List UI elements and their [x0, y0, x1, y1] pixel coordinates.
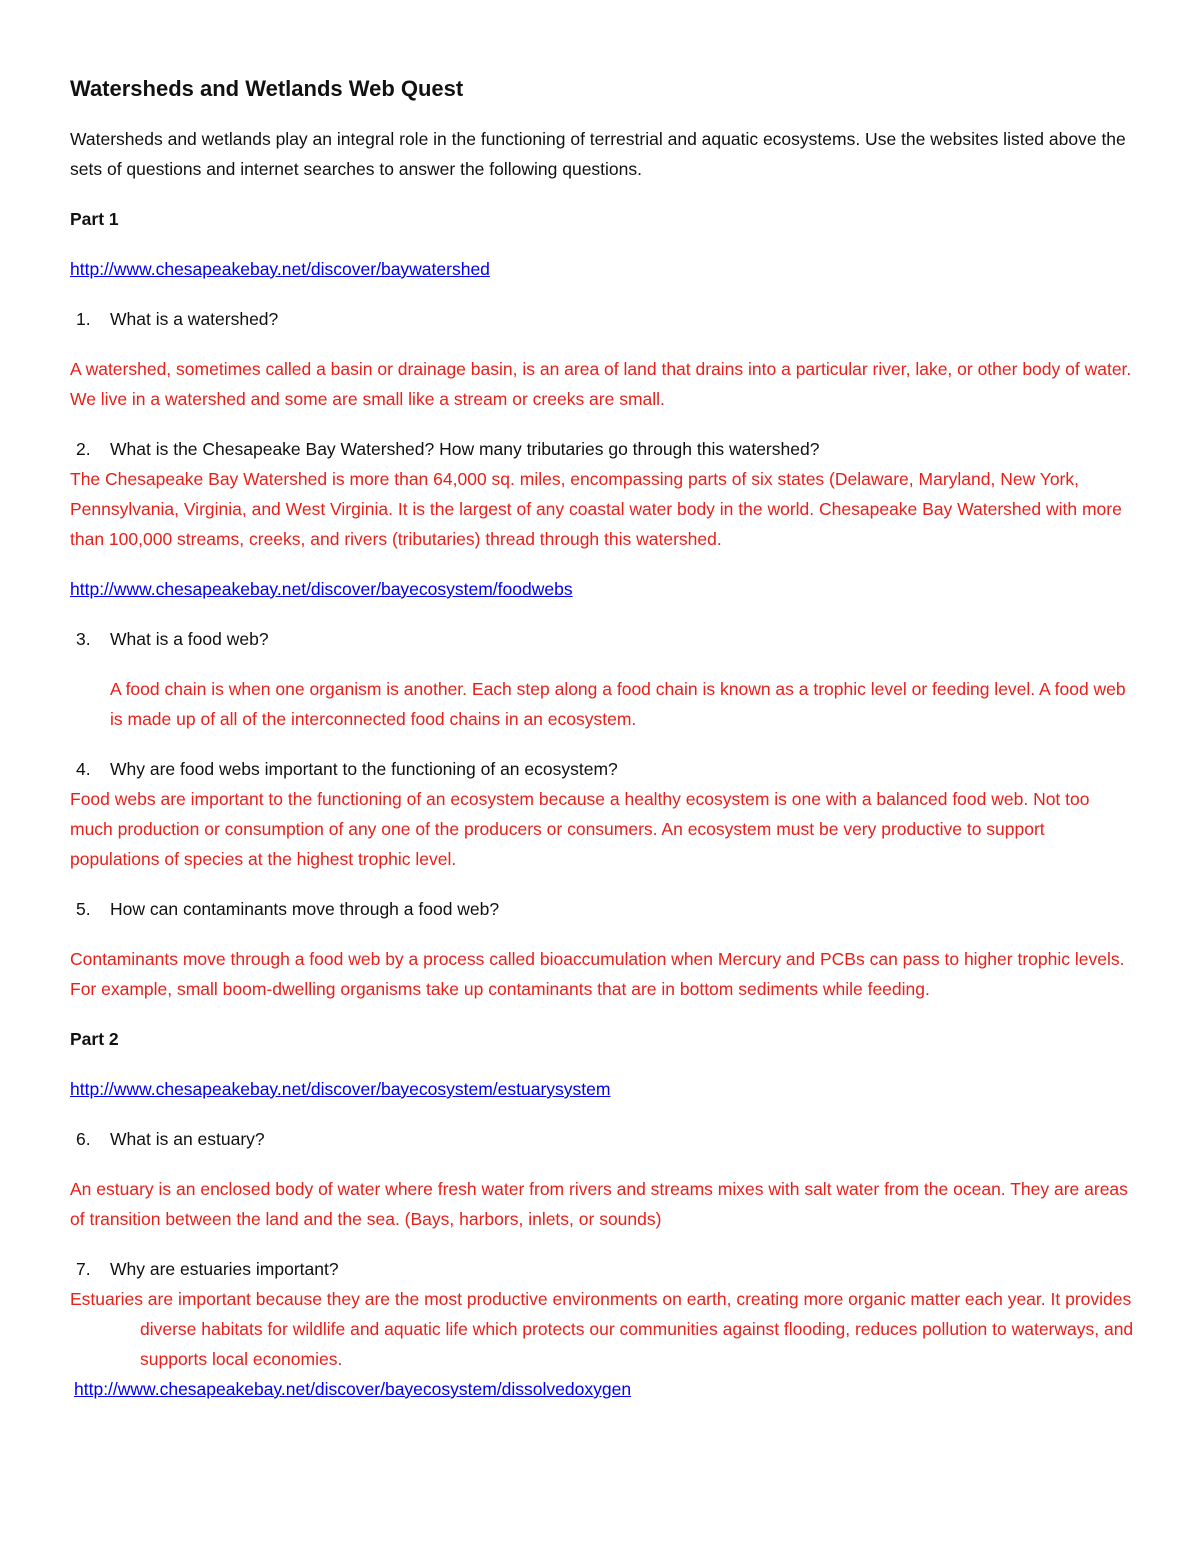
answer-1: A watershed, sometimes called a basin or drainage basin, is an area of land that drains into a particular river, lake, or other body of water. We live in a watershed and some are small like a stream or creeks are small.: [70, 359, 1132, 409]
question-3: [76, 624, 1134, 654]
document-page: [70, 74, 1134, 1424]
question-text: What is the Chesapeake Bay Watershed? How many tributaries go through this watershed?: [110, 439, 820, 459]
estuarysystem-link[interactable]: http://www.chesapeakebay.net/discover/bayecosystem/estuarysystem: [70, 1079, 611, 1099]
question-number: 1.: [76, 309, 91, 329]
answer-6: An estuary is an enclosed body of water where fresh water from rivers and streams mixes with salt water from the ocean. They are areas of transition between the land and the sea. (Bays, harbors, inlets, or sounds): [70, 1179, 1128, 1229]
question-6: [76, 1124, 1134, 1154]
answer-2: The Chesapeake Bay Watershed is more than 64,000 sq. miles, encompassing parts of six states (Delaware, Maryland, New York, Pennsylvania, Virginia, and West Virginia. It is the largest of any coastal water body in the world. Chesapeake Bay Watershed with more than 100,000 streams, creeks, and rivers (tributaries) thread through this watershed.: [70, 469, 1122, 549]
baywatershed-link[interactable]: http://www.chesapeakebay.net/discover/baywatershed: [70, 259, 490, 279]
question-number: 5.: [76, 899, 91, 919]
part-1-heading: Part 1: [70, 209, 119, 229]
foodwebs-link[interactable]: http://www.chesapeakebay.net/discover/bayecosystem/foodwebs: [70, 579, 573, 599]
question-text: What is an estuary?: [110, 1129, 265, 1149]
answer-4: Food webs are important to the functioning of an ecosystem because a healthy ecosystem is one with a balanced food web. Not too much production or consumption of any one of the producers or consumers. An ecosystem must be very productive to support populations of species at the highest trophic level.: [70, 789, 1090, 869]
question-number: 6.: [76, 1129, 91, 1149]
question-1: [76, 304, 1134, 334]
question-4: [76, 754, 1134, 784]
question-text: What is a food web?: [110, 629, 269, 649]
question-7: [76, 1254, 1134, 1284]
question-number: 7.: [76, 1259, 91, 1279]
answer-7: Estuaries are important because they are the most productive environments on earth, creating more organic matter each year. It provides diverse habitats for wildlife and aquatic life which protects our communities against flooding, reduces pollution to waterways, and supports local economies.: [70, 1289, 1134, 1369]
part-2-heading: Part 2: [70, 1029, 119, 1049]
question-number: 4.: [76, 759, 91, 779]
question-2: [76, 434, 1134, 464]
question-text: Why are food webs important to the functioning of an ecosystem?: [110, 759, 618, 779]
page-title: Watersheds and Wetlands Web Quest: [70, 76, 464, 101]
answer-5: Contaminants move through a food web by a process called bioaccumulation when Mercury and PCBs can pass to higher trophic levels. For example, small boom-dwelling organisms take up contaminants that are in bottom sediments while feeding.: [70, 949, 1125, 999]
question-number: 2.: [76, 439, 91, 459]
dissolvedoxygen-link[interactable]: http://www.chesapeakebay.net/discover/bayecosystem/dissolvedoxygen: [74, 1379, 632, 1399]
intro-paragraph: Watersheds and wetlands play an integral role in the functioning of terrestrial and aquatic ecosystems. Use the websites listed above the sets of questions and internet searches to answer the following questions.: [70, 129, 1126, 179]
question-text: What is a watershed?: [110, 309, 279, 329]
answer-3: A food chain is when one organism is another. Each step along a food chain is known as a trophic level or feeding level. A food web is made up of all of the interconnected food chains in an ecosystem.: [110, 679, 1126, 729]
question-5: [76, 894, 1134, 924]
question-number: 3.: [76, 629, 91, 649]
question-text: Why are estuaries important?: [110, 1259, 339, 1279]
question-text: How can contaminants move through a food web?: [110, 899, 500, 919]
